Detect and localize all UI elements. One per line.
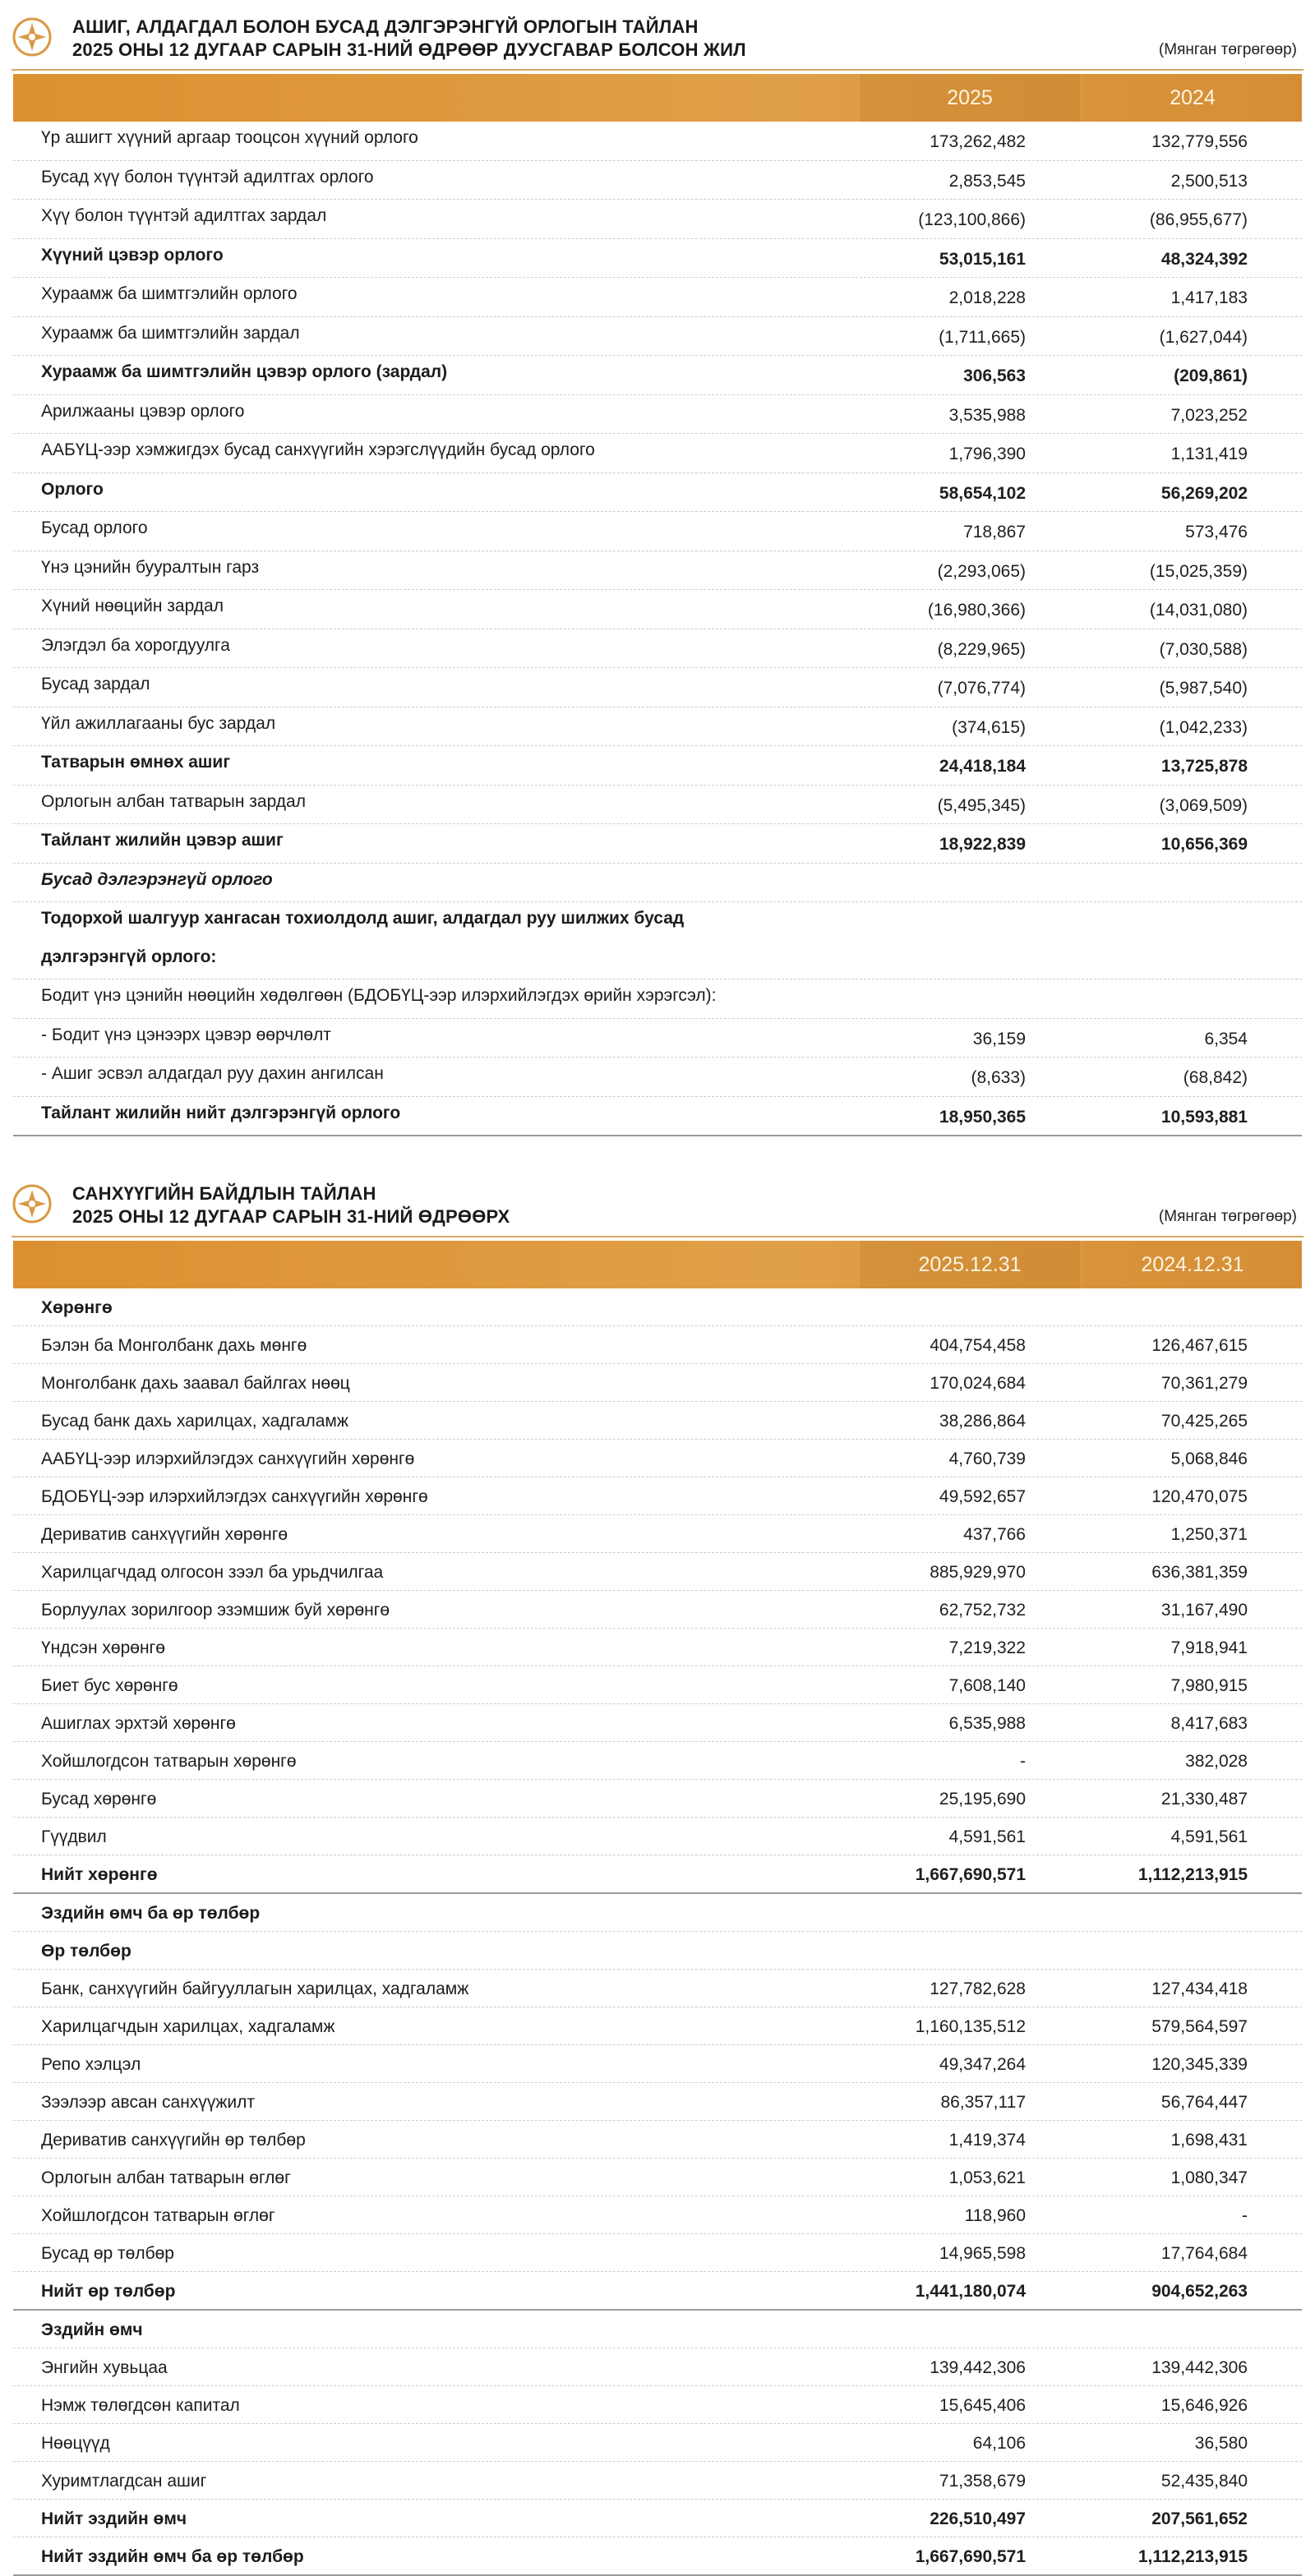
table-row bbox=[13, 239, 1302, 279]
row-value-prior: 4,591,561 bbox=[1170, 1827, 1248, 1846]
row-label: Хураамж ба шимтгэлийн зардал bbox=[41, 323, 300, 343]
table-row bbox=[13, 122, 1302, 161]
row-label: Харилцагчдад олгосон зээл ба урьдчилгаа bbox=[41, 1563, 384, 1582]
row-label: дэлгэрэнгүй орлого: bbox=[41, 947, 217, 966]
column-header-bar bbox=[13, 74, 1302, 122]
row-value-prior: 15,646,926 bbox=[1160, 2396, 1248, 2415]
row-value-current: 404,754,458 bbox=[930, 1336, 1026, 1355]
row-value-prior: 13,725,878 bbox=[1160, 757, 1248, 776]
table-row bbox=[13, 824, 1302, 864]
table-row bbox=[13, 2311, 1302, 2348]
row-value-current: 7,219,322 bbox=[948, 1638, 1026, 1657]
row-value-current: 2,018,228 bbox=[948, 288, 1026, 307]
row-label: Бусад хүү болон түүнтэй адилтгах орлого bbox=[41, 167, 374, 187]
row-label: Бодит үнэ цэнийн нөөцийн хөдөлгөөн (БДОБҮЦ-ээр илэрхийлэгдэх өрийн хэрэгсэл): bbox=[41, 986, 717, 1005]
row-value-current: 173,262,482 bbox=[930, 132, 1026, 151]
income-statement bbox=[0, 0, 1315, 1136]
row-label: Нийт хөрөнгө bbox=[41, 1865, 158, 1884]
table-row bbox=[13, 2234, 1302, 2272]
row-value-prior: 70,425,265 bbox=[1160, 1412, 1248, 1431]
row-value-prior: (7,030,588) bbox=[1159, 639, 1248, 659]
row-label: Бусад өр төлбөр bbox=[41, 2244, 174, 2263]
row-value-prior: 5,068,846 bbox=[1170, 1449, 1248, 1468]
row-label: Тайлант жилийн цэвэр ашиг bbox=[41, 831, 284, 850]
table-row bbox=[13, 2121, 1302, 2159]
row-value-prior: 126,467,615 bbox=[1151, 1336, 1248, 1355]
row-label: Зээлээр авсан санхүүжилт bbox=[41, 2093, 255, 2112]
column-header-2025: 2025 bbox=[860, 74, 1080, 122]
row-value-current: 1,441,180,074 bbox=[915, 2282, 1026, 2301]
row-value-current: 15,645,406 bbox=[939, 2396, 1026, 2415]
row-value-prior: - bbox=[1242, 2206, 1248, 2225]
row-value-prior: (209,861) bbox=[1174, 366, 1248, 385]
row-value-prior: 1,250,371 bbox=[1170, 1525, 1248, 1544]
row-value-current: 226,510,497 bbox=[930, 2509, 1026, 2528]
balance-sheet-rows bbox=[13, 1288, 1302, 2576]
table-row bbox=[13, 1591, 1302, 1629]
table-row bbox=[13, 746, 1302, 786]
table-row bbox=[13, 2500, 1302, 2537]
row-value-prior: 8,417,683 bbox=[1170, 1714, 1248, 1733]
row-label: Үр ашигт хүүний аргаар тооцсон хүүний орлого bbox=[41, 128, 418, 147]
row-label: - Ашиг эсвэл алдагдал руу дахин ангилсан bbox=[41, 1064, 384, 1083]
row-value-prior: (14,031,080) bbox=[1149, 601, 1248, 620]
row-value-current: (123,100,866) bbox=[918, 210, 1026, 229]
row-label: Нийт өр төлбөр bbox=[41, 2282, 176, 2301]
row-value-current: 1,667,690,571 bbox=[915, 2547, 1026, 2566]
row-value-current: 718,867 bbox=[963, 523, 1026, 541]
column-header-2025-12-31: 2025.12.31 bbox=[860, 1241, 1080, 1288]
row-value-prior: 56,269,202 bbox=[1160, 483, 1248, 503]
row-value-current: 38,286,864 bbox=[939, 1412, 1026, 1431]
row-value-current: 7,608,140 bbox=[948, 1676, 1026, 1695]
table-row bbox=[13, 1058, 1302, 1097]
table-row bbox=[13, 2083, 1302, 2121]
row-value-current: 1,053,621 bbox=[948, 2168, 1026, 2187]
report-title-line1: АШИГ, АЛДАГДАЛ БОЛОН БУСАД ДЭЛГЭРЭНГҮЙ ОРЛОГЫН ТАЙЛАН bbox=[72, 16, 699, 37]
table-row bbox=[13, 2045, 1302, 2083]
row-value-prior: 2,500,513 bbox=[1170, 171, 1248, 191]
row-value-prior: (1,627,044) bbox=[1159, 327, 1248, 347]
row-label: Банк, санхүүгийн байгууллагын харилцах, хадгаламж bbox=[41, 1979, 469, 1998]
row-value-prior: 1,112,213,915 bbox=[1137, 1865, 1248, 1884]
table-row bbox=[13, 1704, 1302, 1742]
table-row bbox=[13, 2272, 1302, 2311]
row-value-prior: (5,987,540) bbox=[1159, 679, 1248, 698]
bank-logo-icon bbox=[12, 16, 53, 58]
row-value-prior: (15,025,359) bbox=[1149, 561, 1248, 581]
table-row bbox=[13, 1629, 1302, 1666]
row-value-current: (5,495,345) bbox=[937, 795, 1026, 815]
row-value-current: 18,950,365 bbox=[939, 1107, 1026, 1127]
row-value-prior: (68,842) bbox=[1183, 1068, 1248, 1087]
row-value-prior: 48,324,392 bbox=[1160, 249, 1248, 269]
row-value-current: 118,960 bbox=[964, 2206, 1026, 2225]
row-value-current: 3,535,988 bbox=[948, 405, 1026, 425]
table-row bbox=[13, 629, 1302, 669]
row-label: Бусад хөрөнгө bbox=[41, 1790, 157, 1809]
row-value-prior: 10,593,881 bbox=[1160, 1107, 1248, 1127]
row-label: Хойшлогдсон татварын хөрөнгө bbox=[41, 1752, 297, 1771]
table-row bbox=[13, 551, 1302, 591]
row-label: Үнэ цэнийн бууралтын гарз bbox=[41, 557, 260, 577]
table-row bbox=[13, 590, 1302, 629]
row-label: Хураамж ба шимтгэлийн орлого bbox=[41, 284, 298, 303]
row-value-current: 24,418,184 bbox=[939, 757, 1026, 776]
row-value-prior: 207,561,652 bbox=[1151, 2509, 1248, 2528]
table-row bbox=[13, 317, 1302, 357]
row-label: Хураамж ба шимтгэлийн цэвэр орлого (зардал) bbox=[41, 362, 448, 381]
row-value-prior: 7,980,915 bbox=[1170, 1676, 1248, 1695]
table-row bbox=[13, 1515, 1302, 1553]
row-label: Өр төлбөр bbox=[41, 1942, 132, 1961]
row-label: Монголбанк дахь заавал байлгах нөөц bbox=[41, 1374, 350, 1393]
row-value-current: 62,752,732 bbox=[939, 1601, 1026, 1620]
report-title-line2: 2025 ОНЫ 12 ДУГААР САРЫН 31-НИЙ ӨДРӨӨРХ bbox=[72, 1206, 510, 1227]
table-row bbox=[13, 1477, 1302, 1515]
row-value-current: 306,563 bbox=[963, 366, 1026, 385]
table-row bbox=[13, 1440, 1302, 1477]
row-value-current: (16,980,366) bbox=[927, 601, 1026, 620]
row-value-prior: 636,381,359 bbox=[1151, 1563, 1248, 1582]
row-value-prior: 1,698,431 bbox=[1170, 2131, 1248, 2150]
row-value-current: 49,592,657 bbox=[939, 1487, 1026, 1506]
row-label: Арилжааны цэвэр орлого bbox=[41, 401, 245, 421]
row-value-prior: 56,764,447 bbox=[1160, 2093, 1248, 2112]
row-value-current: 1,796,390 bbox=[948, 445, 1026, 463]
row-label: Ашиглах эрхтэй хөрөнгө bbox=[41, 1714, 236, 1733]
row-value-current: 64,106 bbox=[972, 2434, 1026, 2453]
row-label: Хойшлогдсон татварын өглөг bbox=[41, 2206, 275, 2225]
table-row bbox=[13, 1970, 1302, 2007]
row-value-prior: 382,028 bbox=[1185, 1752, 1248, 1771]
table-row bbox=[13, 2537, 1302, 2576]
row-label: Дериватив санхүүгийн хөрөнгө bbox=[41, 1525, 288, 1544]
row-value-prior: 1,131,419 bbox=[1170, 445, 1248, 463]
row-value-current: 1,667,690,571 bbox=[915, 1865, 1026, 1884]
table-row bbox=[13, 200, 1302, 239]
row-value-prior: 21,330,487 bbox=[1160, 1790, 1248, 1809]
table-row bbox=[13, 1288, 1302, 1326]
table-row bbox=[13, 161, 1302, 200]
row-value-current: 1,160,135,512 bbox=[915, 2017, 1026, 2036]
row-label: Бусад банк дахь харилцах, хадгаламж bbox=[41, 1412, 348, 1431]
table-row bbox=[13, 395, 1302, 435]
table-row bbox=[13, 1742, 1302, 1780]
row-value-current: 71,358,679 bbox=[939, 2472, 1026, 2491]
table-row bbox=[13, 1553, 1302, 1591]
row-label: Орлогын албан татварын өглөг bbox=[41, 2168, 291, 2187]
row-label: Харилцагчдын харилцах, хадгаламж bbox=[41, 2017, 335, 2036]
row-label: Дериватив санхүүгийн өр төлбөр bbox=[41, 2131, 306, 2150]
table-row bbox=[13, 2462, 1302, 2500]
table-row bbox=[13, 356, 1302, 395]
row-label: Хүний нөөцийн зардал bbox=[41, 597, 224, 615]
row-value-current: 4,591,561 bbox=[948, 1827, 1026, 1846]
row-value-current: 4,760,739 bbox=[948, 1449, 1026, 1468]
row-value-prior: 573,476 bbox=[1185, 523, 1248, 541]
row-label: Хуримтлагдсан ашиг bbox=[41, 2472, 207, 2491]
row-value-current: (1,711,665) bbox=[939, 327, 1026, 347]
balance-sheet-header bbox=[0, 1167, 1315, 1237]
table-row bbox=[13, 786, 1302, 825]
table-row bbox=[13, 1932, 1302, 1970]
table-row bbox=[13, 1818, 1302, 1855]
table-row bbox=[13, 1326, 1302, 1364]
row-label: Гүүдвил bbox=[41, 1827, 107, 1846]
table-row bbox=[13, 278, 1302, 317]
row-value-prior: 579,564,597 bbox=[1151, 2017, 1248, 2036]
row-value-prior: 1,417,183 bbox=[1170, 288, 1248, 307]
table-row bbox=[13, 1780, 1302, 1818]
row-label: Хүү болон түүнтэй адилтгах зардал bbox=[41, 206, 327, 225]
unit-note: (Мянган төгрөгөөр) bbox=[1158, 41, 1297, 58]
report-title bbox=[72, 1182, 510, 1228]
table-row bbox=[13, 473, 1302, 513]
row-value-current: 1,419,374 bbox=[948, 2131, 1026, 2150]
row-value-current: 139,442,306 bbox=[930, 2358, 1026, 2377]
row-value-current: 6,535,988 bbox=[948, 1714, 1026, 1733]
row-label: Үйл ажиллагааны бус зардал bbox=[41, 713, 276, 733]
row-value-prior: 36,580 bbox=[1194, 2434, 1248, 2453]
row-value-prior: (1,042,233) bbox=[1159, 717, 1248, 737]
table-row bbox=[13, 902, 1302, 941]
table-row bbox=[13, 2348, 1302, 2386]
row-value-current: (8,633) bbox=[971, 1068, 1026, 1087]
row-value-prior: 1,080,347 bbox=[1170, 2168, 1248, 2187]
row-label: Эздийн өмч bbox=[41, 2320, 143, 2339]
row-value-current: 170,024,684 bbox=[930, 1374, 1026, 1393]
row-value-current: 127,782,628 bbox=[930, 1979, 1026, 1998]
row-value-prior: 1,112,213,915 bbox=[1137, 2547, 1248, 2566]
row-label: ААБҮЦ-ээр хэмжигдэх бусад санхүүгийн хэрэгслүүдийн бусад орлого bbox=[41, 440, 595, 459]
row-label: БДОБҮЦ-ээр илэрхийлэгдэх санхүүгийн хөрөнгө bbox=[41, 1487, 428, 1506]
row-value-prior: 31,167,490 bbox=[1160, 1601, 1248, 1620]
row-label: Борлуулах зорилгоор эзэмшиж буй хөрөнгө bbox=[41, 1601, 390, 1620]
row-label: ААБҮЦ-ээр илэрхийлэгдэх санхүүгийн хөрөнгө bbox=[41, 1449, 415, 1468]
row-label: Нийт эздийн өмч ба өр төлбөр bbox=[41, 2547, 304, 2566]
table-row bbox=[13, 1666, 1302, 1704]
income-statement-header bbox=[0, 0, 1315, 71]
table-row bbox=[13, 864, 1302, 903]
row-label: Энгийн хувьцаа bbox=[41, 2358, 168, 2377]
row-value-current: - bbox=[1020, 1752, 1026, 1771]
row-value-current: 14,965,598 bbox=[939, 2244, 1026, 2263]
table-row bbox=[13, 1364, 1302, 1402]
row-value-prior: 17,764,684 bbox=[1160, 2244, 1248, 2263]
row-label: Үндсэн хөрөнгө bbox=[41, 1638, 165, 1657]
row-value-prior: 6,354 bbox=[1204, 1029, 1248, 1048]
row-value-current: 18,922,839 bbox=[939, 835, 1026, 854]
row-label: Тодорхой шалгуур хангасан тохиолдолд ашиг, алдагдал руу шилжих бусад bbox=[41, 909, 685, 928]
table-row bbox=[13, 1019, 1302, 1058]
row-value-current: (374,615) bbox=[952, 717, 1026, 737]
table-row bbox=[13, 668, 1302, 707]
row-value-prior: 70,361,279 bbox=[1160, 1374, 1248, 1393]
row-value-prior: (86,955,677) bbox=[1149, 210, 1248, 229]
table-row bbox=[13, 434, 1302, 473]
column-header-2024-12-31: 2024.12.31 bbox=[1083, 1241, 1302, 1288]
row-value-current: 25,195,690 bbox=[939, 1790, 1026, 1809]
table-row bbox=[13, 2424, 1302, 2462]
table-row bbox=[13, 1894, 1302, 1932]
row-label: Орлогын албан татварын зардал bbox=[41, 791, 306, 811]
row-value-prior: 10,656,369 bbox=[1160, 835, 1248, 854]
bank-logo-icon bbox=[12, 1183, 53, 1224]
row-value-current: (2,293,065) bbox=[937, 561, 1026, 581]
row-value-prior: 120,470,075 bbox=[1151, 1487, 1248, 1506]
row-label: Репо хэлцэл bbox=[41, 2055, 141, 2074]
row-value-current: 53,015,161 bbox=[939, 249, 1026, 269]
row-value-prior: 52,435,840 bbox=[1160, 2472, 1248, 2491]
row-label: Бэлэн ба Монголбанк дахь мөнгө bbox=[41, 1336, 307, 1355]
table-row bbox=[13, 1855, 1302, 1894]
row-label: Элэгдэл ба хорогдуулга bbox=[41, 635, 230, 655]
row-value-prior: 139,442,306 bbox=[1151, 2358, 1248, 2377]
row-label: Тайлант жилийн нийт дэлгэрэнгүй орлого bbox=[41, 1103, 401, 1122]
row-label: Эздийн өмч ба өр төлбөр bbox=[41, 1904, 261, 1923]
table-row bbox=[13, 1402, 1302, 1440]
table-row bbox=[13, 707, 1302, 747]
table-row bbox=[13, 2159, 1302, 2196]
row-label: Нөөцүүд bbox=[41, 2434, 110, 2453]
row-value-prior: (3,069,509) bbox=[1159, 795, 1248, 815]
column-header-bar bbox=[13, 1241, 1302, 1288]
row-value-prior: 7,918,941 bbox=[1170, 1638, 1248, 1657]
row-value-current: 36,159 bbox=[972, 1029, 1026, 1048]
row-value-prior: 127,434,418 bbox=[1151, 1979, 1248, 1998]
row-value-current: 437,766 bbox=[963, 1525, 1026, 1544]
table-row bbox=[13, 979, 1302, 1019]
row-value-current: (7,076,774) bbox=[937, 679, 1026, 698]
row-label: Орлого bbox=[41, 479, 104, 499]
balance-sheet bbox=[0, 1167, 1315, 2576]
unit-note: (Мянган төгрөгөөр) bbox=[1158, 1208, 1297, 1225]
row-value-prior: 132,779,556 bbox=[1151, 132, 1248, 151]
row-value-current: 86,357,117 bbox=[940, 2093, 1026, 2112]
report-title bbox=[72, 16, 746, 62]
row-value-prior: 120,345,339 bbox=[1151, 2055, 1248, 2074]
table-row bbox=[13, 2386, 1302, 2424]
column-header-2024: 2024 bbox=[1083, 74, 1302, 122]
header-divider bbox=[12, 1236, 1303, 1237]
row-label: Татварын өмнөх ашиг bbox=[41, 753, 231, 772]
row-value-current: 885,929,970 bbox=[930, 1563, 1026, 1582]
table-row bbox=[13, 2007, 1302, 2045]
row-value-current: 49,347,264 bbox=[939, 2055, 1026, 2074]
report-title-line1: САНХҮҮГИЙН БАЙДЛЫН ТАЙЛАН bbox=[72, 1183, 376, 1204]
row-value-current: 2,853,545 bbox=[948, 171, 1026, 191]
table-row bbox=[13, 1097, 1302, 1137]
row-label: Бусад дэлгэрэнгүй орлого bbox=[41, 869, 273, 889]
table-row bbox=[13, 512, 1302, 551]
row-label: Хүүний цэвэр орлого bbox=[41, 245, 224, 265]
row-label: Биет бус хөрөнгө bbox=[41, 1676, 178, 1695]
table-row bbox=[13, 941, 1302, 980]
row-label: Нэмж төлөгдсөн капитал bbox=[41, 2396, 240, 2415]
row-label: - Бодит үнэ цэнээрх цэвэр өөрчлөлт bbox=[41, 1025, 331, 1044]
row-label: Хөрөнгө bbox=[41, 1298, 113, 1317]
income-statement-rows bbox=[13, 122, 1302, 1136]
report-title-line2: 2025 ОНЫ 12 ДУГААР САРЫН 31-НИЙ ӨДРӨӨР ДУУСГАВАР БОЛСОН ЖИЛ bbox=[72, 39, 746, 60]
table-row bbox=[13, 2196, 1302, 2234]
row-value-current: 58,654,102 bbox=[939, 483, 1026, 503]
row-value-current: (8,229,965) bbox=[937, 639, 1026, 659]
row-label: Нийт эздийн өмч bbox=[41, 2509, 187, 2528]
header-divider bbox=[12, 69, 1303, 71]
row-value-prior: 904,652,263 bbox=[1151, 2282, 1248, 2301]
row-value-prior: 7,023,252 bbox=[1170, 405, 1248, 425]
row-label: Бусад зардал bbox=[41, 675, 150, 694]
row-label: Бусад орлого bbox=[41, 518, 148, 537]
